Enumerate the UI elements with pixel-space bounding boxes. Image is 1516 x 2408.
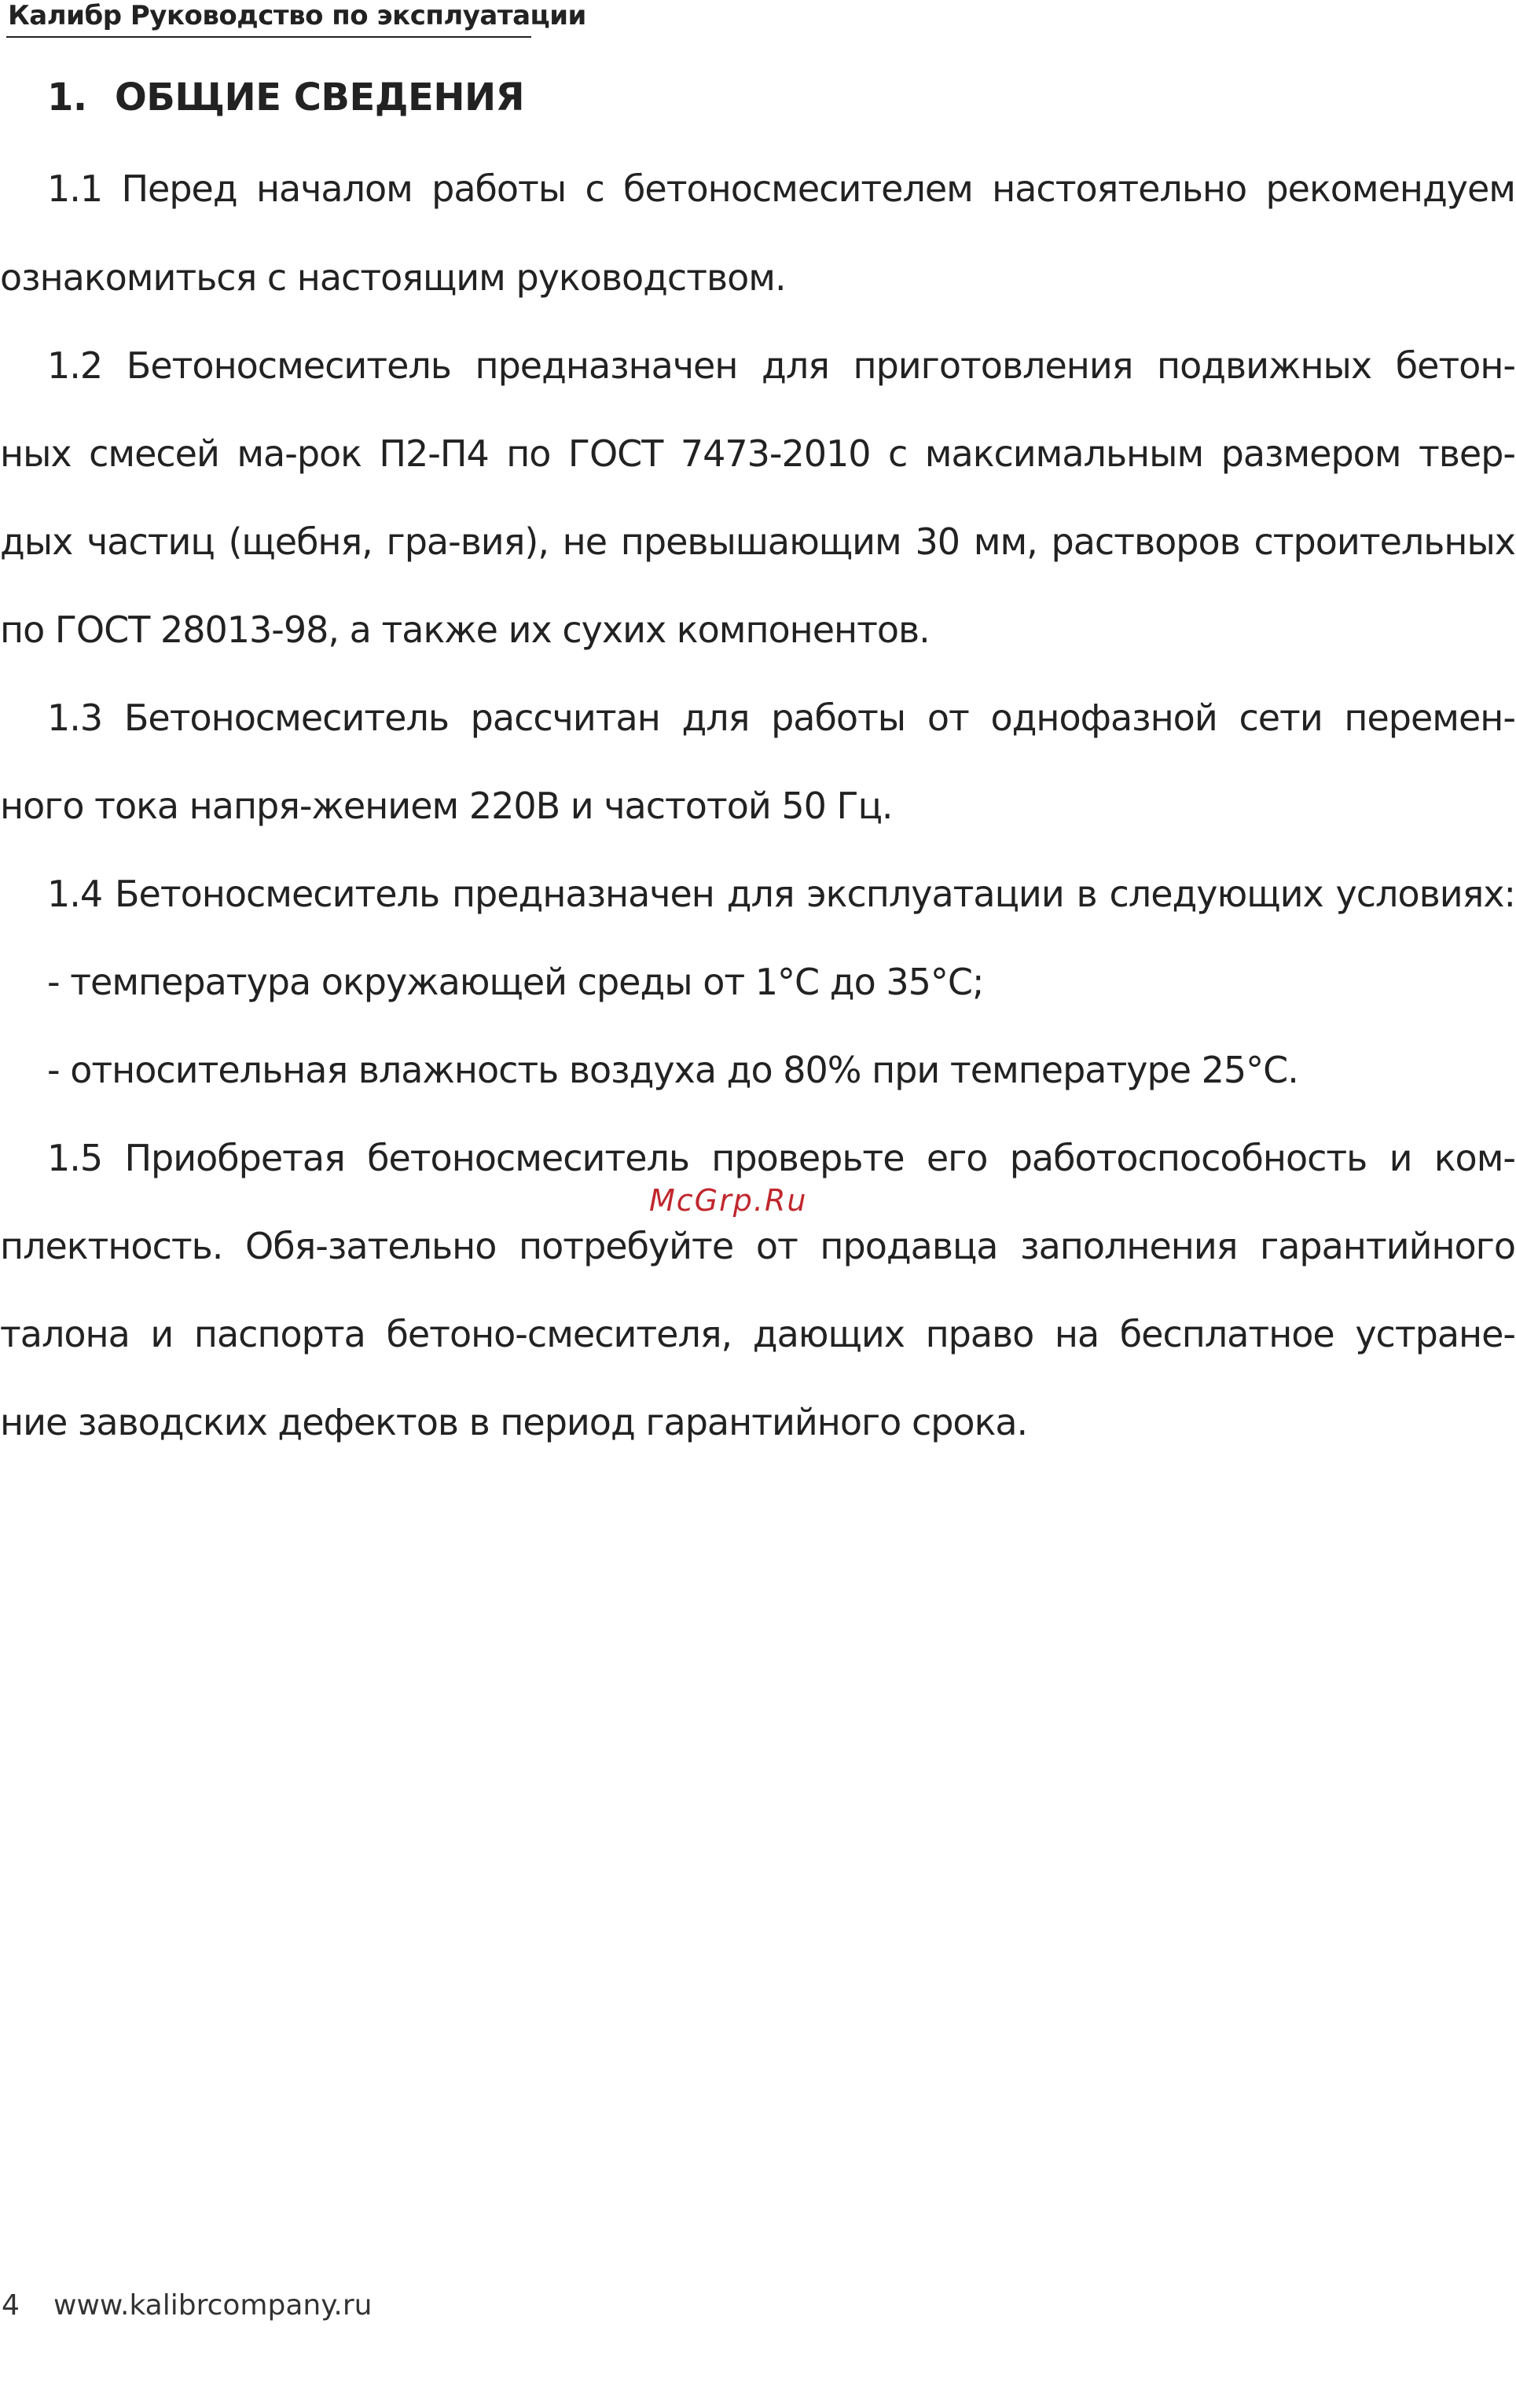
watermark: McGrp.Ru: [649, 1183, 808, 1218]
paragraph-line: талона и паспорта бетоно-смесителя, дающих право на бесплатное устране-: [0, 1313, 1515, 1355]
paragraph-line: по ГОСТ 28013-98, а также их сухих компонентов.: [0, 608, 930, 651]
page-footer: [0, 2289, 372, 2323]
paragraph-line: 1.5 Приобретая бетоносмеситель проверьте его работоспособность и ком-: [47, 1137, 1515, 1179]
paragraph-line: 1.2 Бетоносмеситель предназначен для приготовления подвижных бетон-: [47, 344, 1515, 387]
paragraph-line: ного тока напря-жением 220В и частотой 50 Гц.: [0, 785, 893, 827]
paragraph-line: дых частиц (щебня, гра-вия), не превышающим 30 мм, растворов строительных: [0, 520, 1515, 563]
paragraph-line: ных смесей ма-рок П2-П4 по ГОСТ 7473-2010 с максимальным размером твер-: [0, 432, 1515, 475]
page-number: 4: [2, 2289, 20, 2322]
footer-url[interactable]: www.kalibrcompany.ru: [53, 2289, 373, 2322]
section-number: 1.: [47, 75, 87, 119]
list-item: - относительная влажность воздуха до 80% при температуре 25°С.: [47, 1049, 1298, 1091]
paragraph-line: ние заводских дефектов в период гарантийного срока.: [0, 1401, 1028, 1443]
section-title: [47, 72, 524, 123]
paragraph-line: 1.3 Бетоносмеситель рассчитан для работы от однофазной сети перемен-: [47, 697, 1515, 739]
section-heading: ОБЩИЕ СВЕДЕНИЯ: [115, 75, 525, 119]
page-header: [6, 0, 586, 38]
paragraph-line: плектность. Обя-зательно потребуйте от продавца заполнения гарантийного: [0, 1225, 1515, 1267]
paragraph-line: 1.4 Бетоносмеситель предназначен для эксплуатации в следующих условиях:: [47, 873, 1515, 915]
header-title: Калибр Руководство по эксплуатации: [8, 0, 586, 31]
list-item: - температура окружающей среды от 1°С до 35°С;: [47, 961, 984, 1003]
paragraph-line: ознакомиться с настоящим руководством.: [0, 256, 786, 299]
paragraph-line: 1.1 Перед началом работы с бетоносмесителем настоятельно рекомендуем: [47, 167, 1515, 210]
